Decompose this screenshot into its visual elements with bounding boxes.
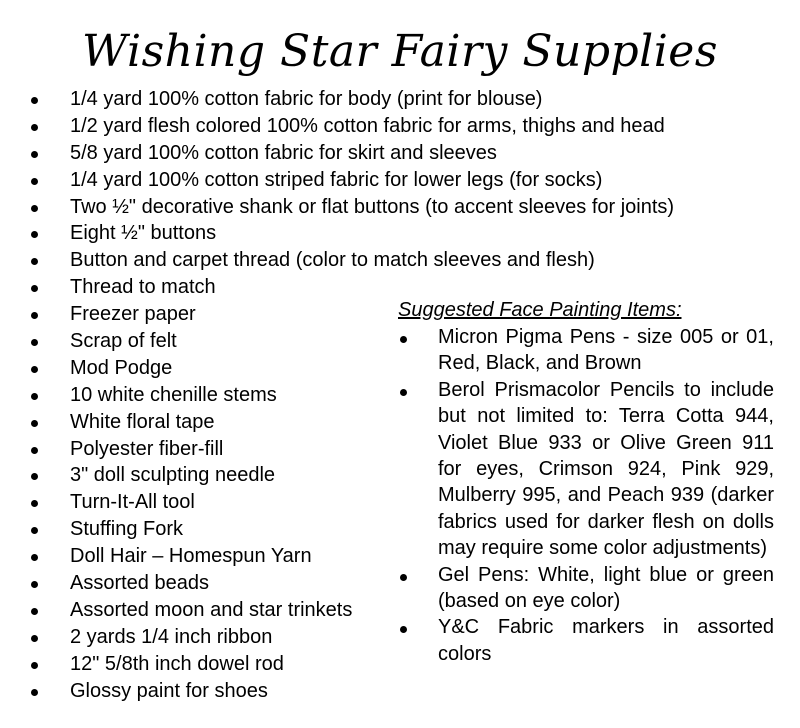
list-item: Y&C Fabric markers in assorted colors [398,614,774,667]
list-item: Turn-It-All tool [0,489,760,516]
list-item: 3" doll sculpting needle [0,462,760,489]
list-item: Berol Prismacolor Pencils to include but not limited to: Terra Cotta 944, Violet Blue 933 or Olive Green 911 for eyes, Crimson 924, Pink 929, Mulberry 995, and Peach 939 (darker fabrics used for darker flesh on dolls may require some color adjustments) [398,377,774,562]
list-item: Doll Hair – Homespun Yarn [0,543,760,570]
list-item: 5/8 yard 100% cotton fabric for skirt and sleeves [0,140,760,167]
list-item: 1/4 yard 100% cotton fabric for body (print for blouse) [0,86,760,113]
list-item: 10 white chenille stems [0,382,760,409]
list-item: Scrap of felt [0,328,760,355]
page-title: Wishing Star Fairy Supplies [82,26,718,77]
list-item: Mod Podge [0,355,760,382]
list-item: Micron Pigma Pens - size 005 or 01, Red, Black, and Brown [398,324,774,377]
face-painting-heading: Suggested Face Painting Items: [398,299,682,321]
list-item: Freezer paper [0,301,760,328]
list-item: Assorted beads [0,570,760,597]
face-painting-list [398,324,774,667]
list-item: Button and carpet thread (color to match sleeves and flesh) [0,247,760,274]
list-item: Glossy paint for shoes [0,678,760,705]
list-item: Stuffing Fork [0,516,760,543]
list-item: Eight ½" buttons [0,220,760,247]
list-item: 1/2 yard flesh colored 100% cotton fabric for arms, thighs and head [0,113,760,140]
face-painting-section [398,297,774,667]
list-item: Polyester fiber-fill [0,436,760,463]
list-item: 1/4 yard 100% cotton striped fabric for lower legs (for socks) [0,167,760,194]
list-item: Gel Pens: White, light blue or green (based on eye color) [398,562,774,615]
list-item: White floral tape [0,409,760,436]
list-item: Assorted moon and star trinkets [0,597,760,624]
list-item: Two ½" decorative shank or flat buttons (to accent sleeves for joints) [0,194,760,221]
list-item: 12" 5/8th inch dowel rod [0,651,760,678]
list-item: Thread to match [0,274,760,301]
list-item: 2 yards 1/4 inch ribbon [0,624,760,651]
